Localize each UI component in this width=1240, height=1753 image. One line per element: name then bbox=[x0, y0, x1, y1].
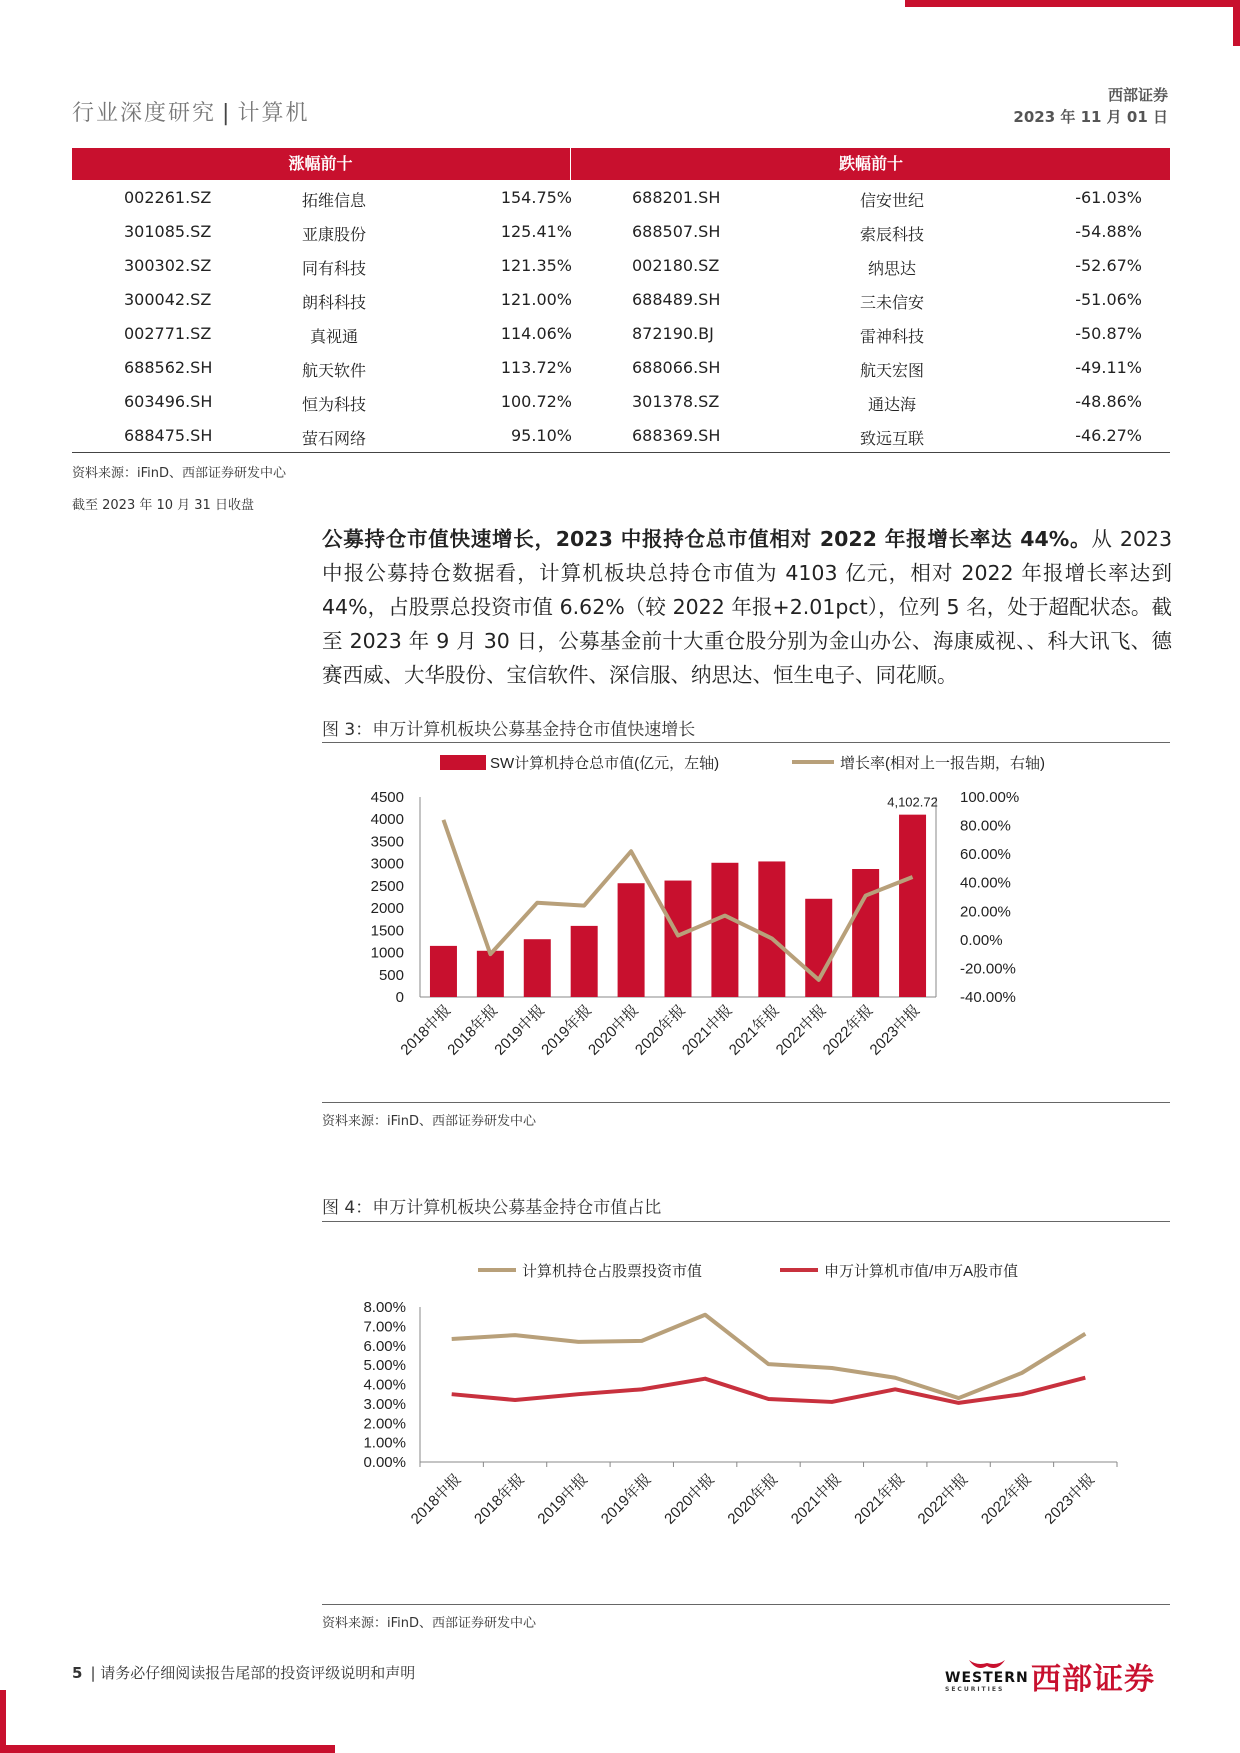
gain-pct: 100.72% bbox=[500, 392, 572, 411]
gain-pct: 154.75% bbox=[500, 188, 572, 207]
gain-pct: 95.10% bbox=[510, 426, 572, 445]
bar bbox=[711, 863, 738, 997]
series-line-market-ratio bbox=[452, 1378, 1086, 1403]
logo-english: WESTERN SECURITIES bbox=[945, 1670, 1029, 1693]
y-left-tick: 1500 bbox=[370, 922, 404, 940]
loss-pct: -48.86% bbox=[1075, 392, 1142, 411]
loss-name: 索辰科技 bbox=[859, 225, 924, 244]
gain-code: 300302.SZ bbox=[124, 256, 212, 275]
fig3-source: 资料来源：iFinD、西部证券研发中心 bbox=[322, 1114, 537, 1129]
loss-code: 688489.SH bbox=[632, 290, 721, 309]
paragraph-lead: 公募持仓市值快速增长，2023 中报持仓总市值相对 2022 年报增长率达 44%。 bbox=[322, 527, 1092, 551]
series-line-holding-ratio bbox=[452, 1315, 1086, 1398]
legend-label-bar: SW计算机持仓总市值(亿元，左轴) bbox=[490, 755, 720, 772]
x-tick: 2020中报 bbox=[585, 1001, 642, 1059]
gain-pct: 121.35% bbox=[500, 256, 572, 275]
report-section: 行业深度研究 bbox=[72, 101, 217, 126]
bar bbox=[899, 815, 926, 997]
report-section-header bbox=[72, 96, 309, 127]
top-movers-table bbox=[72, 148, 1170, 453]
bar bbox=[618, 883, 645, 997]
loss-code: 688507.SH bbox=[632, 222, 721, 241]
bar bbox=[758, 861, 785, 997]
y-tick: 4.00% bbox=[363, 1376, 406, 1394]
x-tick: 2019中报 bbox=[534, 1470, 592, 1528]
bar-data-label: 4,102.72 bbox=[887, 794, 938, 810]
gain-header: 涨幅前十 bbox=[288, 154, 353, 173]
table-cutoff: 截至 2023 年 10 月 31 日收盘 bbox=[72, 498, 254, 513]
logo-chinese: 西部证券 bbox=[1031, 1662, 1155, 1697]
paragraph-text: 从 2023 中报公募持仓数据看，计算机板块总持仓市值为 4103 亿元，相对 2022 年报增长率达到 44%，占股票总投资市值 6.62%（较 2022 年报+2.01pct），位列 5 名，处于超配状态。截至 2023 年 9 月 30 日，公募基金前十大重仓股分别为金山办公、海康威视、、科大讯飞、德赛西威、大华股份、宝信软件、深信服、纳思达、恒生电子、同花顺。 bbox=[322, 527, 1173, 687]
legend-label-s1: 计算机持仓占股票投资市值 bbox=[522, 1263, 703, 1280]
y-tick: 3.00% bbox=[363, 1395, 406, 1413]
y-left-tick: 2500 bbox=[370, 877, 404, 895]
bar bbox=[571, 926, 598, 997]
table-row bbox=[72, 282, 1170, 316]
table-header bbox=[72, 148, 1170, 180]
y-tick: 0.00% bbox=[363, 1454, 406, 1471]
header-company: 西部证券 bbox=[1107, 86, 1168, 104]
x-tick: 2019年报 bbox=[597, 1470, 655, 1528]
y-tick: 8.00% bbox=[363, 1299, 406, 1316]
bar bbox=[430, 946, 457, 997]
x-tick: 2022年报 bbox=[819, 1001, 877, 1059]
fig3-bottom-rule bbox=[322, 1102, 1170, 1103]
y-left-tick: 4000 bbox=[370, 811, 404, 829]
y-right-tick: 0.00% bbox=[960, 931, 1003, 949]
fig3-top-rule bbox=[322, 742, 1170, 743]
loss-name: 三未信安 bbox=[859, 293, 924, 312]
x-tick: 2018年报 bbox=[471, 1470, 528, 1528]
loss-pct: -46.27% bbox=[1075, 426, 1142, 445]
logo-english-sub: SECURITIES bbox=[945, 1686, 1005, 1693]
loss-code: 688201.SH bbox=[632, 188, 721, 207]
loss-pct: -52.67% bbox=[1075, 256, 1142, 275]
table-row bbox=[72, 180, 1170, 214]
footer-separator: | bbox=[90, 1664, 96, 1682]
x-tick: 2018中报 bbox=[397, 1001, 455, 1059]
y-right-tick: 60.00% bbox=[960, 846, 1011, 864]
gain-name: 朗科科技 bbox=[301, 293, 366, 312]
gain-code: 603496.SH bbox=[124, 392, 213, 411]
x-tick: 2022年报 bbox=[977, 1470, 1035, 1528]
fig4-bottom-rule bbox=[322, 1604, 1170, 1605]
x-tick: 2022中报 bbox=[914, 1470, 972, 1528]
table-row bbox=[72, 350, 1170, 384]
gain-name: 恒为科技 bbox=[301, 395, 366, 414]
bottom-red-corner bbox=[0, 1690, 6, 1753]
y-right-tick: 100.00% bbox=[960, 789, 1020, 806]
loss-name: 雷神科技 bbox=[859, 327, 924, 346]
loss-code: 002180.SZ bbox=[632, 256, 720, 275]
y-tick: 1.00% bbox=[363, 1434, 406, 1452]
y-left-tick: 3000 bbox=[370, 855, 404, 873]
footer-disclaimer: 请务必仔细阅读报告尾部的投资评级说明和声明 bbox=[100, 1664, 416, 1682]
bar bbox=[524, 939, 551, 997]
loss-header: 跌幅前十 bbox=[570, 148, 1171, 180]
y-left-tick: 500 bbox=[378, 966, 404, 984]
gain-name: 真视通 bbox=[309, 327, 358, 346]
y-right-tick: -20.00% bbox=[960, 960, 1016, 978]
gain-code: 002771.SZ bbox=[124, 324, 212, 343]
company-logo bbox=[945, 1652, 1175, 1697]
page-number: 5 bbox=[72, 1664, 83, 1682]
x-tick: 2023中报 bbox=[866, 1001, 924, 1059]
x-tick: 2019中报 bbox=[491, 1001, 549, 1059]
gain-code: 300042.SZ bbox=[124, 290, 212, 309]
table-row bbox=[72, 316, 1170, 350]
x-tick: 2021中报 bbox=[787, 1470, 845, 1528]
footer bbox=[72, 1662, 415, 1683]
gain-code: 301085.SZ bbox=[124, 222, 212, 241]
loss-code: 688369.SH bbox=[632, 426, 721, 445]
x-tick: 2021年报 bbox=[725, 1001, 783, 1059]
gain-name: 拓维信息 bbox=[301, 191, 366, 210]
loss-pct: -51.06% bbox=[1075, 290, 1142, 309]
bar bbox=[665, 881, 692, 997]
gain-name: 亚康股份 bbox=[301, 225, 366, 244]
loss-code: 301378.SZ bbox=[632, 392, 720, 411]
bar bbox=[805, 899, 832, 997]
table-row bbox=[72, 418, 1170, 452]
loss-code: 688066.SH bbox=[632, 358, 721, 377]
table-row bbox=[72, 214, 1170, 248]
x-tick: 2019年报 bbox=[538, 1001, 596, 1059]
gain-name: 航天软件 bbox=[301, 361, 366, 380]
legend-label-s2: 申万计算机市值/申万A股市值 bbox=[824, 1263, 1019, 1280]
bottom-red-bar bbox=[0, 1745, 335, 1753]
loss-name: 纳思达 bbox=[867, 259, 916, 278]
table-source: 资料来源：iFinD、西部证券研发中心 bbox=[72, 466, 287, 481]
table-row bbox=[72, 384, 1170, 418]
y-right-tick: -40.00% bbox=[960, 989, 1016, 1006]
gain-name: 同有科技 bbox=[301, 259, 366, 278]
y-left-tick: 0 bbox=[395, 989, 404, 1006]
gain-name: 萤石网络 bbox=[301, 429, 366, 448]
fig4-source: 资料来源：iFinD、西部证券研发中心 bbox=[322, 1616, 537, 1631]
bar bbox=[477, 951, 504, 997]
x-tick: 2020年报 bbox=[724, 1470, 782, 1528]
fig4-top-rule bbox=[322, 1221, 1170, 1222]
gain-code: 688475.SH bbox=[124, 426, 213, 445]
y-right-tick: 20.00% bbox=[960, 903, 1011, 921]
fig3-title: 图 3：申万计算机板块公募基金持仓市值快速增长 bbox=[322, 720, 696, 740]
top-red-corner bbox=[1233, 0, 1240, 46]
x-tick: 2021中报 bbox=[678, 1001, 736, 1059]
table-bottom-rule bbox=[72, 452, 1170, 453]
y-right-tick: 80.00% bbox=[960, 817, 1011, 835]
gain-pct: 113.72% bbox=[500, 358, 572, 377]
x-tick: 2020中报 bbox=[661, 1470, 718, 1528]
legend-label-line: 增长率(相对上一报告期，右轴) bbox=[840, 755, 1045, 772]
gain-pct: 125.41% bbox=[500, 222, 572, 241]
loss-name: 致远互联 bbox=[859, 429, 924, 448]
loss-pct: -61.03% bbox=[1075, 188, 1142, 207]
gain-code: 002261.SZ bbox=[124, 188, 212, 207]
y-right-tick: 40.00% bbox=[960, 874, 1011, 892]
loss-pct: -50.87% bbox=[1075, 324, 1142, 343]
fig4-title: 图 4：申万计算机板块公募基金持仓市值占比 bbox=[322, 1198, 662, 1218]
y-tick: 6.00% bbox=[363, 1337, 406, 1355]
header-separator: | bbox=[222, 101, 232, 126]
x-tick: 2020年报 bbox=[631, 1001, 689, 1059]
fig3-chart bbox=[322, 745, 1170, 1100]
body-paragraph bbox=[322, 522, 1172, 692]
gain-pct: 114.06% bbox=[500, 324, 572, 343]
loss-name: 航天宏图 bbox=[859, 361, 924, 380]
legend-swatch-bar bbox=[440, 755, 486, 770]
report-industry: 计算机 bbox=[237, 101, 310, 126]
y-left-tick: 3500 bbox=[370, 833, 404, 851]
table-body bbox=[72, 180, 1170, 452]
x-tick: 2022中报 bbox=[772, 1001, 830, 1059]
gain-code: 688562.SH bbox=[124, 358, 213, 377]
table-row bbox=[72, 248, 1170, 282]
x-tick: 2018年报 bbox=[444, 1001, 502, 1059]
bar bbox=[852, 869, 879, 997]
x-tick: 2021年报 bbox=[851, 1470, 909, 1528]
gain-pct: 121.00% bbox=[500, 290, 572, 309]
loss-pct: -54.88% bbox=[1075, 222, 1142, 241]
loss-name: 通达海 bbox=[867, 395, 916, 414]
x-tick: 2018中报 bbox=[407, 1470, 465, 1528]
top-red-bar bbox=[905, 0, 1240, 7]
y-left-tick: 4500 bbox=[370, 789, 404, 806]
y-left-tick: 1000 bbox=[370, 944, 404, 962]
loss-code: 872190.BJ bbox=[632, 324, 714, 343]
x-tick: 2023中报 bbox=[1041, 1470, 1099, 1528]
loss-name: 信安世纪 bbox=[859, 191, 924, 210]
loss-pct: -49.11% bbox=[1075, 358, 1142, 377]
y-tick: 7.00% bbox=[363, 1318, 406, 1336]
header-date: 2023 年 11 月 01 日 bbox=[1013, 108, 1168, 126]
y-tick: 2.00% bbox=[363, 1415, 406, 1433]
fig4-chart bbox=[322, 1225, 1170, 1600]
y-tick: 5.00% bbox=[363, 1357, 406, 1375]
y-left-tick: 2000 bbox=[370, 900, 404, 918]
